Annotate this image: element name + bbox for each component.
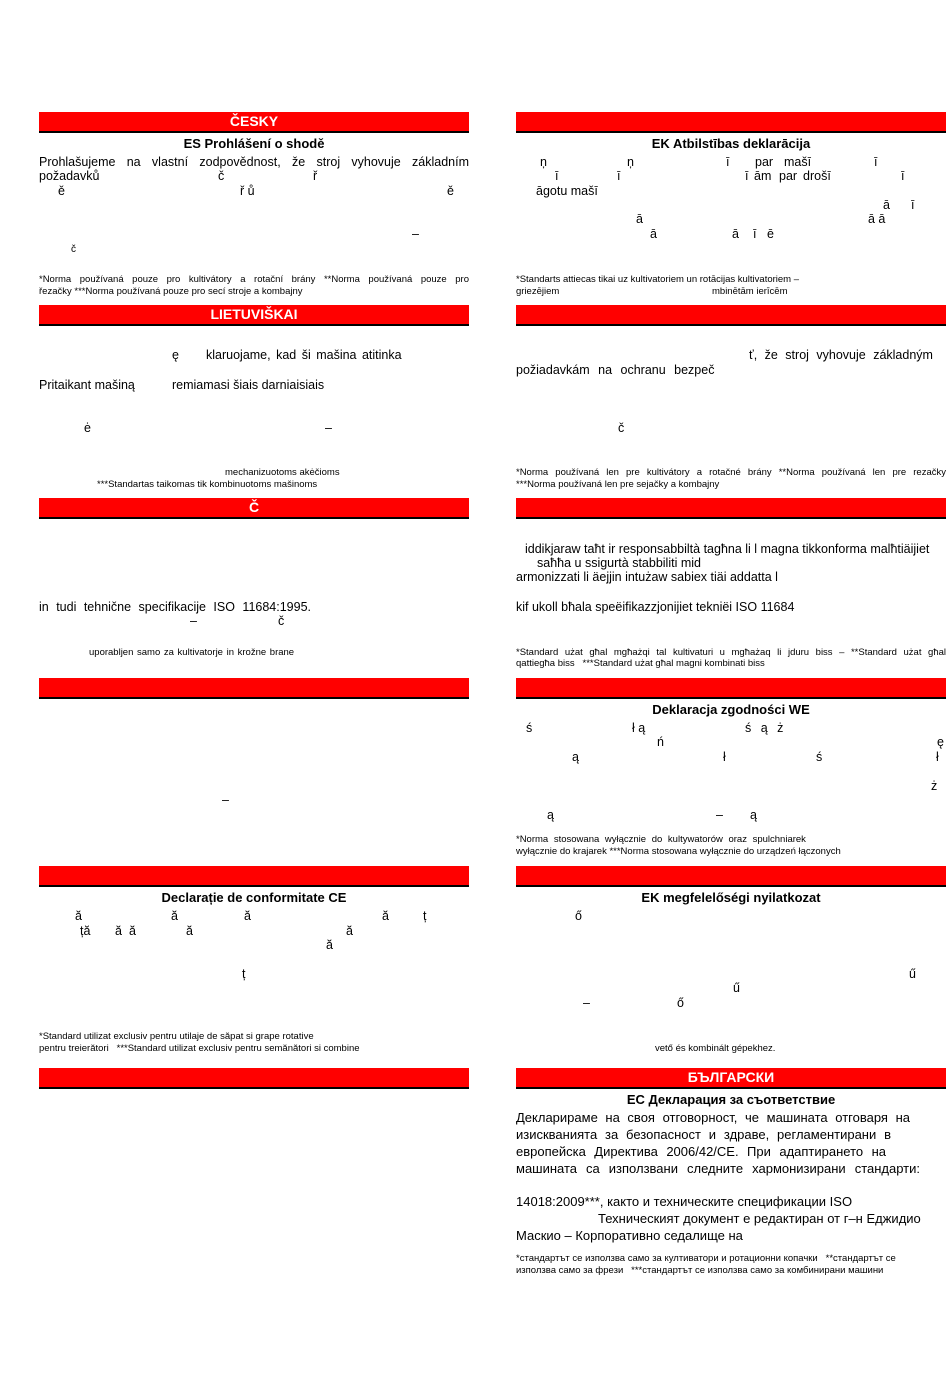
- body-line: ś: [816, 750, 823, 764]
- body-line: ł: [723, 750, 726, 764]
- body-line: č: [278, 614, 285, 628]
- body-line: ā: [732, 227, 739, 241]
- section-header-bottom: [39, 1068, 469, 1089]
- body-line: –: [190, 614, 197, 628]
- body-line: ą: [547, 808, 554, 822]
- body-line: požiadavkám na ochranu bezpeč: [516, 363, 715, 377]
- body-line: ű: [909, 967, 916, 981]
- body-line: ă: [171, 909, 178, 923]
- body-line: ņ: [627, 155, 634, 169]
- body-line: ņ: [540, 155, 547, 169]
- body-line: ś ą ż: [745, 721, 784, 735]
- body-line: ł ą: [632, 721, 646, 735]
- section-header-slovensko: Č: [39, 498, 469, 519]
- body-line: ā: [883, 198, 890, 212]
- footnote-line: mechanizuotoms akėčioms: [225, 467, 340, 478]
- footnote-line: *Standarts attiecas tikai uz kultivatoriem un rotācijas kultivatoriem –: [516, 274, 800, 285]
- body-line: armonizzati li äejjin intużaw sabiex tiäi addatta l: [516, 570, 778, 584]
- body-line: remiamasi šiais darniaisiais: [172, 378, 325, 392]
- body-line: ī: [901, 169, 905, 183]
- body-line: āgotu mašī: [536, 184, 598, 198]
- body-line: ł: [936, 750, 939, 764]
- footnote-line: *стандартът се използва само за култиватори и ротационни копачки **стандартът се: [516, 1253, 896, 1264]
- body-line: ț: [423, 909, 427, 923]
- footnote-line: vető és kombinált gépekhez.: [655, 1043, 776, 1054]
- body-line: 14018:2009***, както и техническите спецификации ISO: [516, 1194, 853, 1209]
- body-line: ă: [75, 909, 82, 923]
- body-line: изискванията за безопасност и здраве, регламентирани в: [516, 1127, 891, 1142]
- footnote-line: *Norma používaná pouze pro kultivátory a rotační brány **Norma používaná pouze pro: [39, 274, 469, 285]
- body-line: ță: [80, 924, 91, 938]
- footnote-line: griezējiem: [516, 286, 560, 297]
- section-header-balgarski: БЪЛГАРСКИ: [516, 1068, 946, 1089]
- body-line: ă: [326, 938, 333, 952]
- footnote-line: pentru treierători ***Standard utilizat exclusiv pentru semănători si combine: [39, 1043, 360, 1054]
- body-line: ā: [636, 212, 643, 226]
- body-line: ę: [172, 348, 179, 362]
- body-line: in tudi tehnične specifikacije ISO 11684:1995.: [39, 600, 312, 614]
- footnote-line: *Norma používaná len pre kultivátory a rotačné brány **Norma používaná len pre rezačky: [516, 467, 946, 478]
- body-line: ī: [745, 169, 749, 183]
- body-line: Техническият документ е редактиран от г–н Еджидио: [598, 1211, 921, 1226]
- body-line: ś: [526, 721, 533, 735]
- body-line: par: [779, 169, 798, 183]
- body-line: ī: [911, 198, 915, 212]
- body-line: ț: [242, 967, 246, 981]
- body-line: č: [218, 169, 225, 183]
- body-line: ő: [575, 909, 582, 923]
- body-line: ű: [733, 981, 740, 995]
- section-title-balgarski: ЕС Декларация за съответствие: [626, 1092, 836, 1107]
- body-line: Маскио – Корпоративно седалище на: [516, 1228, 743, 1243]
- footnote-line: ***Norma používaná len pre sejačky a kombajny: [516, 479, 720, 490]
- body-line: požadavků: [39, 169, 100, 183]
- body-line: ě: [447, 184, 454, 198]
- body-line: Декларираме на своя отговорност, че машината отговаря на: [516, 1110, 910, 1125]
- footnote-line: řezačky ***Norma používaná pouze pro secí stroje a kombajny: [39, 286, 303, 297]
- body-line: ő: [677, 996, 684, 1010]
- body-line: ă: [346, 924, 353, 938]
- section-header-lietuviskai: LIETUVIŠKAI: [39, 305, 469, 326]
- body-line: ī: [874, 155, 878, 169]
- footnote-line: използва само за фрези ***стандартът се използва само за комбинирани машини: [516, 1265, 884, 1276]
- section-header-magyar: [516, 866, 946, 887]
- body-line: č: [71, 244, 76, 255]
- body-line: Prohlašujeme na vlastní zodpovědnost, že stroj vyhovuje základním: [39, 155, 469, 169]
- body-line: ř: [313, 169, 318, 183]
- body-line: ī: [555, 169, 559, 183]
- body-line: klaruojame, kad ši mašina atitinka: [206, 348, 402, 362]
- footnote-line: *Standard użat għal mgħażqi tal kultivaturi u mgħażaq li jduru biss – **Standard użat għal: [516, 647, 946, 658]
- body-line: ă: [186, 924, 193, 938]
- section-header-latviski: [516, 112, 946, 133]
- footnote-line: mbinētām ierīcēm: [712, 286, 788, 297]
- section-title-magyar: EK megfelelőségi nyilatkozat: [641, 890, 821, 905]
- body-line: ń: [657, 735, 664, 749]
- body-line: машината са използвани следните хармонизирани стандарти:: [516, 1161, 920, 1176]
- body-line: ż: [931, 779, 938, 793]
- body-line: ī: [617, 169, 621, 183]
- section-header-empty: [39, 678, 469, 699]
- body-line: ē: [767, 227, 774, 241]
- body-line: –: [412, 227, 419, 241]
- body-line: –: [583, 996, 590, 1010]
- body-line: –: [222, 793, 229, 807]
- body-line: ă: [115, 924, 122, 938]
- section-title-latviski: EK Atbilstības deklarācija: [651, 136, 811, 151]
- body-line: ām: [754, 169, 772, 183]
- footnote-line: qattiegħa biss ***Standard użat għal magni kombinati biss: [516, 658, 765, 669]
- section-header-malti: [516, 498, 946, 519]
- section-title-polski: Deklaracja zgodności WE: [652, 702, 810, 717]
- body-line: ř ů: [240, 184, 255, 198]
- body-line: европейска Директива 2006/42/CE. При адаптирането на: [516, 1144, 886, 1159]
- body-line: ą: [572, 750, 579, 764]
- body-line: Pritaikant mašiną: [39, 378, 135, 392]
- body-line: saħħa u ssigurtà stabbiliti mid: [537, 556, 701, 570]
- body-line: mašī: [784, 155, 812, 169]
- footnote-line: wyłącznie do krajarek ***Norma stosowana wyłącznie do urządzeń łączonych: [516, 846, 841, 857]
- body-line: ė: [84, 421, 91, 435]
- section-header-cesky: ČESKY: [39, 112, 469, 133]
- footnote-line: *Standard utilizat exclusiv pentru utilaje de săpat si grape rotative: [39, 1031, 314, 1042]
- body-line: ă: [382, 909, 389, 923]
- body-line: ť, že stroj vyhovuje základným: [749, 348, 933, 362]
- body-line: č: [618, 421, 625, 435]
- footnote-line: uporabljen samo za kultivatorje in krožne brane: [89, 647, 295, 658]
- section-header-romana: [39, 866, 469, 887]
- body-line: ą: [750, 808, 757, 822]
- footnote-line: ***Standartas taikomas tik kombinuotoms mašinoms: [97, 479, 318, 490]
- body-line: drošī: [803, 169, 831, 183]
- section-header-polski: [516, 678, 946, 699]
- body-line: iddikjaraw taħt ir responsabbiltà tagħna li l magna tikkonforma malħtiäijiet: [525, 542, 930, 556]
- body-line: ă: [129, 924, 136, 938]
- body-line: ě: [58, 184, 65, 198]
- body-line: ī: [753, 227, 757, 241]
- body-line: kif ukoll bħala speëifikazzjonijiet tekniëi ISO 11684: [516, 600, 795, 614]
- body-line: par: [755, 155, 774, 169]
- section-header-slovensky: [516, 305, 946, 326]
- body-line: –: [716, 808, 723, 822]
- body-line: ă: [244, 909, 251, 923]
- body-line: ī: [726, 155, 730, 169]
- body-line: –: [325, 421, 332, 435]
- section-title-romana: Declarație de conformitate CE: [161, 890, 347, 905]
- section-title-cesky: ES Prohlášení o shodě: [183, 136, 325, 151]
- body-line: ā: [650, 227, 657, 241]
- body-line: ā ā: [868, 212, 886, 226]
- footnote-line: *Norma stosowana wyłącznie do kultywatorów oraz spulchniarek: [516, 834, 806, 845]
- body-line: ę: [937, 735, 944, 749]
